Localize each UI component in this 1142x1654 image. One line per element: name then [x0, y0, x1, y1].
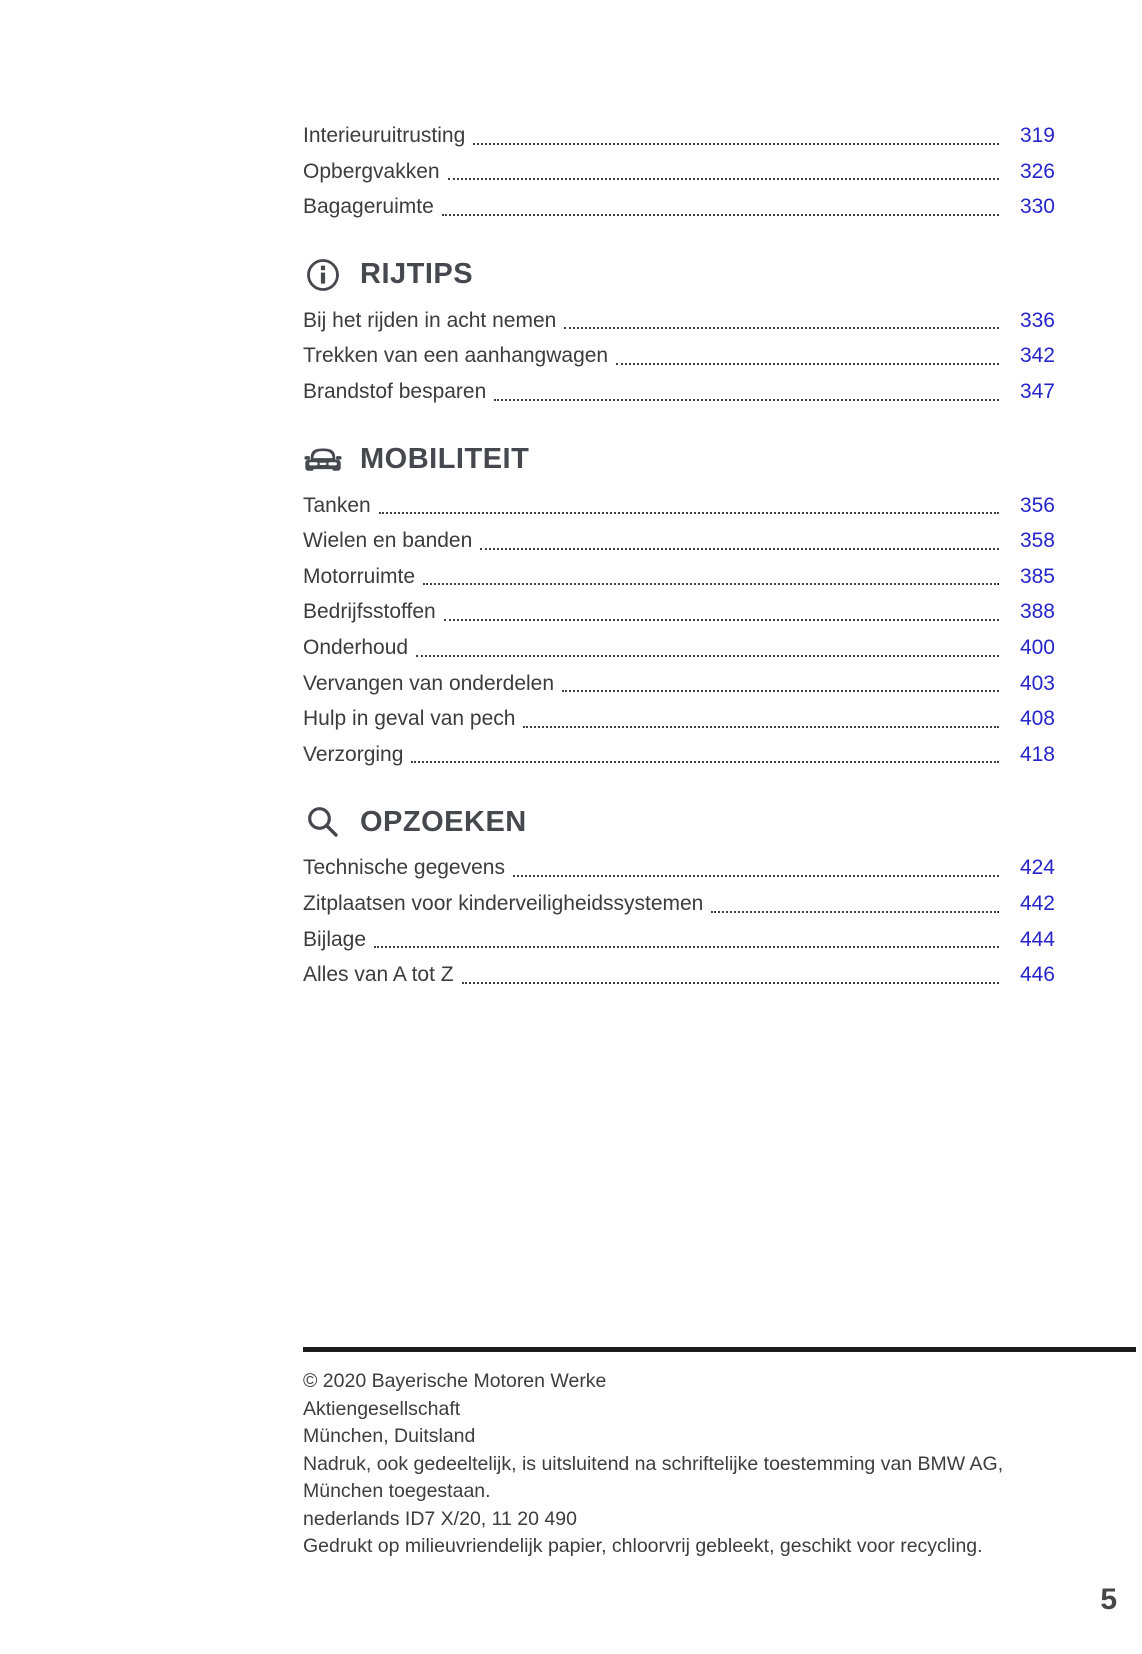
imprint-line: Nadruk, ook gedeeltelijk, is uitsluitend na schriftelijke toestemming van BMW AG, München toegestaan.: [303, 1452, 1004, 1502]
toc-entry-page: 446: [1019, 963, 1055, 987]
toc-entry-page: 400: [1019, 635, 1055, 659]
imprint-text: [303, 1368, 1061, 1561]
imprint-line: Aktiengesellschaft: [303, 1397, 461, 1420]
car-icon: [303, 445, 343, 475]
toc-entry[interactable]: [303, 886, 1055, 922]
dotted-leader: [562, 690, 999, 692]
toc-entry[interactable]: [303, 303, 1055, 339]
toc-entry-label: Bijlage: [303, 927, 367, 951]
dotted-leader: [416, 655, 999, 657]
dotted-leader: [494, 399, 999, 401]
section-heading: [303, 796, 1055, 848]
section-title: MOBILITEIT: [360, 443, 530, 476]
toc-entry[interactable]: [303, 630, 1055, 666]
toc-entry-page: 347: [1019, 379, 1055, 403]
toc-entry[interactable]: [303, 189, 1055, 225]
dotted-leader: [513, 875, 999, 877]
toc-entry-label: Opbergvakken: [303, 159, 440, 183]
intro-entry-list: [303, 118, 1055, 225]
section-entry-list: [303, 303, 1055, 410]
toc-entry-label: Trekken van een aanhangwagen: [303, 344, 609, 368]
toc-entry-page: 424: [1019, 856, 1055, 880]
dotted-leader: [462, 982, 999, 984]
toc-entry[interactable]: [303, 338, 1055, 374]
toc-section: [303, 796, 1055, 992]
toc-entry-page: 388: [1019, 600, 1055, 624]
toc-entry-label: Bij het rijden in acht nemen: [303, 308, 557, 332]
toc-entry-label: Alles van A tot Z: [303, 963, 454, 987]
dotted-leader: [448, 178, 999, 180]
toc-entry-page: 319: [1019, 124, 1055, 147]
toc-entry-page: 358: [1019, 529, 1055, 553]
toc-entry[interactable]: [303, 488, 1055, 524]
toc-entry[interactable]: [303, 666, 1055, 702]
toc-entry[interactable]: [303, 922, 1055, 958]
dotted-leader: [442, 214, 999, 216]
dotted-leader: [379, 512, 999, 514]
toc-entry[interactable]: [303, 118, 1055, 154]
toc-entry-page: 342: [1019, 344, 1055, 368]
toc-entry[interactable]: [303, 957, 1055, 993]
toc-entry-page: 403: [1019, 671, 1055, 695]
toc-entry-label: Bedrijfsstoffen: [303, 600, 436, 624]
toc-entry-label: Zitplaatsen voor kinderveiligheidssystemen: [303, 891, 704, 915]
dotted-leader: [480, 548, 999, 550]
toc-entry[interactable]: [303, 701, 1055, 737]
toc-entry-label: Tanken: [303, 493, 371, 517]
section-entry-list: [303, 488, 1055, 773]
toc-entry-label: Brandstof besparen: [303, 379, 487, 403]
toc-entry-page: 385: [1019, 564, 1055, 588]
section-heading: [303, 249, 1055, 301]
section-entry-list: [303, 850, 1055, 992]
footer-divider: [303, 1347, 1136, 1352]
toc-entry[interactable]: [303, 594, 1055, 630]
section-heading: [303, 434, 1055, 486]
toc-entry-label: Technische gegevens: [303, 856, 505, 880]
toc-entry-label: Wielen en banden: [303, 529, 473, 553]
dotted-leader: [444, 619, 999, 621]
toc-entry-label: Verzorging: [303, 742, 404, 766]
table-of-contents: [303, 118, 1055, 993]
section-title: OPZOEKEN: [360, 805, 527, 838]
toc-entry-page: 408: [1019, 707, 1055, 731]
dotted-leader: [711, 911, 999, 913]
toc-entry-page: 326: [1019, 159, 1055, 183]
section-title: RIJTIPS: [360, 258, 474, 291]
dotted-leader: [473, 143, 999, 145]
toc-entry-page: 336: [1019, 308, 1055, 332]
toc-entry-page: 442: [1019, 891, 1055, 915]
imprint-line: © 2020 Bayerische Motoren Werke: [303, 1370, 607, 1392]
toc-entry[interactable]: [303, 523, 1055, 559]
dotted-leader: [523, 726, 999, 728]
toc-entry-page: 356: [1019, 493, 1055, 517]
dotted-leader: [374, 946, 999, 948]
imprint-line: nederlands ID7 X/20, 11 20 490: [303, 1507, 577, 1530]
toc-section: [303, 434, 1055, 773]
toc-entry[interactable]: [303, 559, 1055, 595]
toc-entry-page: 418: [1019, 742, 1055, 766]
toc-entry[interactable]: [303, 154, 1055, 190]
imprint-line: München, Duitsland: [303, 1425, 476, 1447]
imprint-line: Gedrukt op milieuvriendelijk papier, chloorvrij gebleekt, geschikt voor recycling.: [303, 1535, 983, 1557]
toc-entry-label: Interieuruitrusting: [303, 124, 466, 147]
dotted-leader: [411, 761, 999, 763]
toc-entry[interactable]: [303, 737, 1055, 773]
dotted-leader: [423, 583, 999, 585]
toc-entry[interactable]: [303, 850, 1055, 886]
toc-section: [303, 249, 1055, 410]
dotted-leader: [616, 363, 999, 365]
toc-entry-page: 444: [1019, 927, 1055, 951]
info-icon: [303, 257, 343, 293]
toc-sections: [303, 249, 1055, 993]
toc-entry-label: Bagageruimte: [303, 195, 434, 219]
toc-entry[interactable]: [303, 374, 1055, 410]
toc-entry-label: Hulp in geval van pech: [303, 707, 516, 731]
page-number: 5: [1100, 1583, 1117, 1616]
toc-entry-page: 330: [1019, 195, 1055, 219]
toc-entry-label: Onderhoud: [303, 635, 409, 659]
toc-entry-label: Vervangen van onderdelen: [303, 671, 555, 695]
search-icon: [303, 804, 343, 840]
dotted-leader: [564, 327, 999, 329]
toc-entry-label: Motorruimte: [303, 564, 416, 588]
